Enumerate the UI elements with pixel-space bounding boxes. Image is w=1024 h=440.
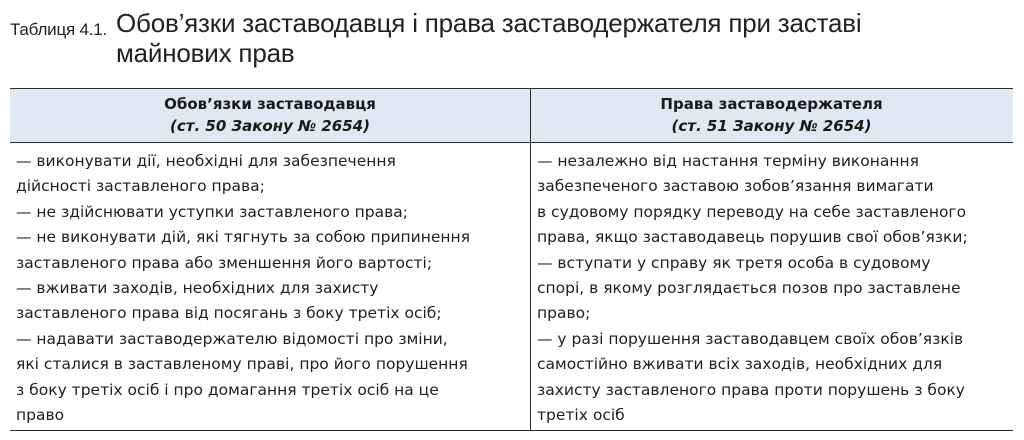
text-line: право [16, 406, 65, 425]
header-source: (ст. 50 Закону № 2654) [170, 117, 370, 135]
text-line: — надавати заставодержателю відомості про зміни, [16, 329, 448, 348]
table-title [116, 8, 976, 68]
text-line: заставленого права від посягань з боку третіх осіб; [16, 304, 442, 323]
column-divider [530, 89, 531, 430]
text-line: спорі, в якому розглядається позов про заставлене [537, 279, 961, 298]
text-line: — у разі порушення заставодавцем своїх обов’язків [537, 329, 964, 348]
text-line: в судовому порядку переводу на себе заставленого [537, 202, 967, 221]
table-number-label: Таблиця 4.1. [10, 20, 108, 39]
text-line: — вступати у справу як третя особа в судовому [537, 253, 931, 272]
text-line: — не виконувати дій, які тягнуть за собою припинення [16, 228, 471, 247]
text-line: самостійно вживати всіх заходів, необхідних для [537, 355, 943, 374]
table-title-line-1: Обов’язки заставодавця і права заставодержателя при заставі [116, 8, 862, 38]
header-pledgee-rights [530, 89, 1013, 141]
text-line: — незалежно від настання терміну виконання [537, 152, 919, 170]
text-line: які сталися в заставленому праві, про його порушення [16, 355, 468, 374]
text-line: права, якщо заставодавець порушив свої обов’язки; [537, 228, 968, 247]
text-line: заставленого права або зменшення його вартості; [16, 253, 433, 272]
text-line: забезпеченого заставою зобов’язання вимагати [537, 177, 934, 196]
text-line: — виконувати дії, необхідні для забезпечення [16, 152, 396, 170]
table-title-line-2: майнових прав [116, 38, 295, 68]
pledgee-rights-cell [537, 149, 1011, 428]
table-header-row [10, 89, 1013, 143]
text-line: з боку третіх осіб і про домагання третіх осіб на це [16, 380, 439, 399]
header-title: Обов’язки заставодавця [164, 95, 376, 113]
header-source: (ст. 51 Закону № 2654) [671, 117, 872, 135]
text-line: третіх осіб [537, 406, 625, 425]
text-line: дійсності заставленого права; [16, 177, 265, 196]
text-line: — не здійснювати уступки заставленого права; [16, 202, 408, 221]
text-line: право; [537, 304, 591, 323]
header-pledgor-obligations [10, 89, 530, 141]
obligations-rights-table [10, 88, 1013, 431]
pledgor-obligations-cell [16, 149, 521, 428]
header-title: Права заставодержателя [660, 95, 883, 113]
text-line: захисту заставленого права проти порушень з боку [537, 380, 965, 399]
text-line: — вживати заходів, необхідних для захисту [16, 279, 379, 298]
